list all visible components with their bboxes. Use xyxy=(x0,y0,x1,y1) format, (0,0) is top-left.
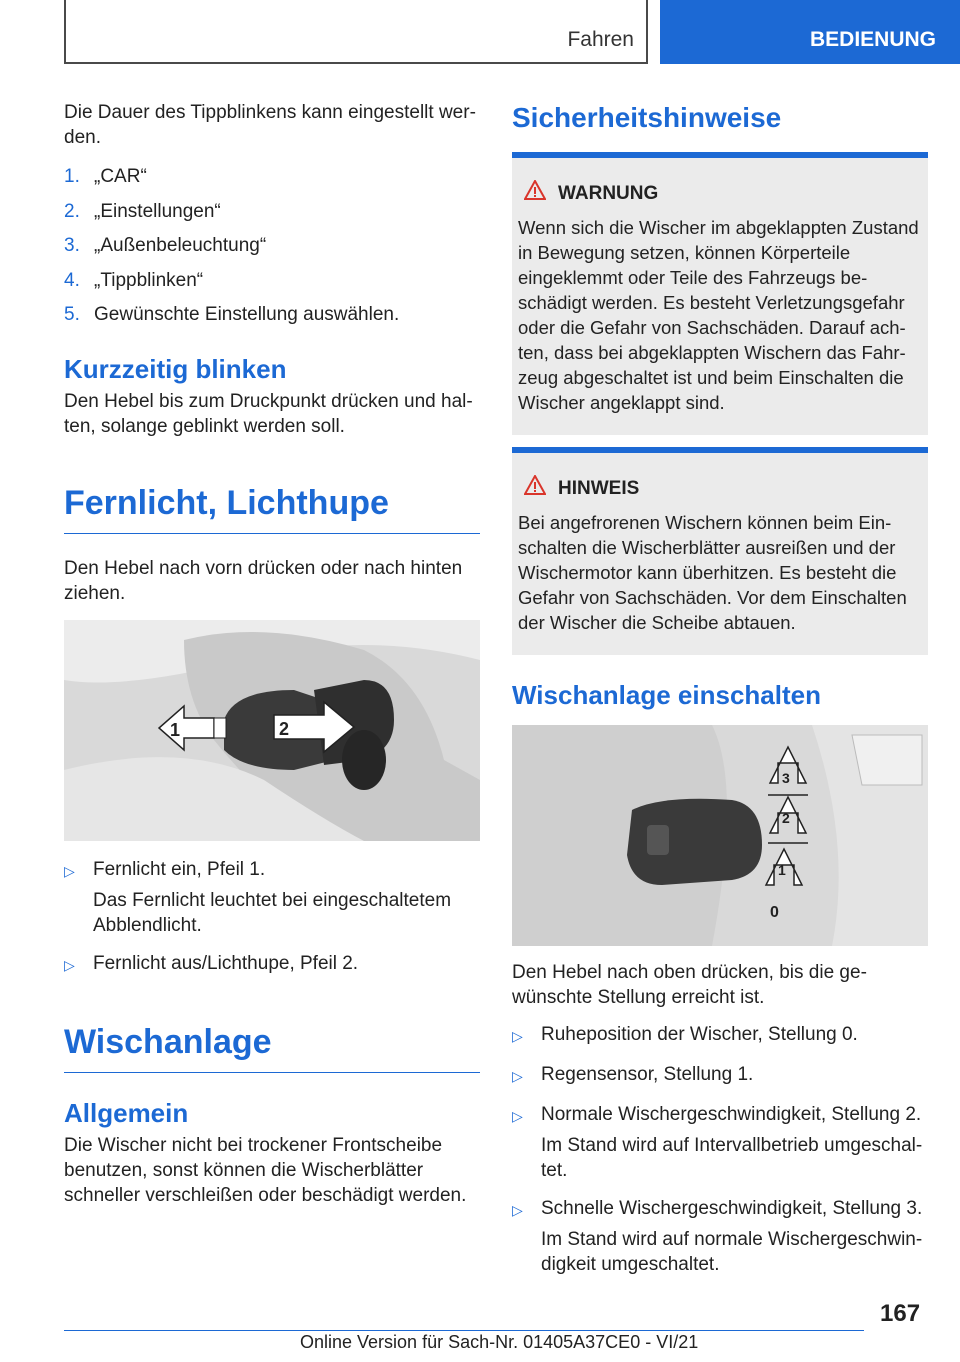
hint-text: Bei angefrorenen Wischern können beim Einschalten die Wischerblätter ausreißen und der Wischermotor kann überhitzen. Es besteht die Gefahr von Sachschäden. Vor dem Einschalten der Wischer die Scheibe abtauen. xyxy=(518,512,907,633)
warning-text: Wenn sich die Wischer im abgeklappten Zustand in Bewegung setzen, können Körperteile eingeklemmt oder Teile des Fahrzeugs beschädigt werden. Es besteht Verletzungsgefahr oder die Gefahr von Sachschäden. Darauf achten, dass bei abgeklappten Wischern das Fahrzeug abgeschaltet ist und beim Einschalten die Wischer angeklappt sind. xyxy=(518,217,919,413)
step-number: 2. xyxy=(64,200,80,222)
wischanlage-heading: Wischanlage xyxy=(64,1022,480,1073)
fernlicht-text: Den Hebel nach vorn drücken oder nach hinten ziehen. xyxy=(64,558,463,604)
einschalten-text: Den Hebel nach oben drücken, bis die gewünschte Stellung erreicht ist. xyxy=(512,962,867,1008)
position-2-label: 2 xyxy=(782,810,790,826)
item-text: Ruheposition der Wischer, Stellung 0. xyxy=(541,1024,858,1045)
header-box xyxy=(64,0,648,64)
triangle-bullet-icon: ▷ xyxy=(64,863,75,879)
intro-text: Die Dauer des Tippblinkens kann eingestellt werden. xyxy=(64,102,476,148)
list-item xyxy=(64,302,480,327)
online-version-text: Online Version für Sach-Nr. 01405A37CE0 - VI/21 xyxy=(300,1332,699,1352)
list-item xyxy=(512,1196,928,1277)
right-column xyxy=(512,100,928,1290)
list-item xyxy=(64,233,480,258)
triangle-bullet-icon: ▷ xyxy=(512,1068,523,1084)
list-item xyxy=(64,164,480,189)
step-number: 3. xyxy=(64,235,80,256)
list-item xyxy=(512,1102,928,1183)
warning-box xyxy=(512,152,928,435)
step-number: 5. xyxy=(64,304,80,325)
triangle-bullet-icon: ▷ xyxy=(64,957,75,973)
step-text: „CAR“ xyxy=(94,166,147,187)
item-text: Fernlicht ein, Pfeil 1. xyxy=(93,859,266,880)
warning-title-text: WARNUNG xyxy=(558,182,659,204)
section-title: Fahren xyxy=(567,28,634,51)
wiper-positions-list xyxy=(512,1022,928,1277)
fernlicht-heading: Fernlicht, Lichthupe xyxy=(64,483,480,534)
list-item xyxy=(512,1062,928,1089)
fernlicht-list xyxy=(64,857,480,978)
warning-triangle-icon xyxy=(518,180,558,207)
kurzzeitig-text: Den Hebel bis zum Druckpunkt drücken und halten, solange geblinkt werden soll. xyxy=(64,391,473,437)
list-item xyxy=(512,1022,928,1049)
list-item xyxy=(64,268,480,293)
step-text: „Tippblinken“ xyxy=(94,269,204,291)
hint-box xyxy=(512,447,928,655)
hint-title xyxy=(518,475,922,502)
safety-heading: Sicherheitshinweise xyxy=(512,102,782,133)
warning-triangle-icon xyxy=(518,475,558,502)
position-1-label: 1 xyxy=(778,862,786,878)
position-0-label: 0 xyxy=(770,904,779,921)
footer-divider xyxy=(64,1330,864,1331)
step-text: „Einstellungen“ xyxy=(94,200,221,222)
item-text: Fernlicht aus/Lichthupe, Pfeil 2. xyxy=(93,953,359,974)
step-text: „Außenbeleuchtung“ xyxy=(94,235,267,256)
item-text: Regensensor, Stellung 1. xyxy=(541,1064,754,1085)
einschalten-heading: Wischanlage einschalten xyxy=(512,680,821,710)
allgemein-heading: Allgemein xyxy=(64,1098,189,1128)
warning-title xyxy=(518,180,922,207)
kurzzeitig-heading: Kurzzeitig blinken xyxy=(64,354,287,384)
wiper-lever-image xyxy=(512,725,928,946)
step-text: Gewünschte Einstellung auswählen. xyxy=(94,304,400,325)
step-number: 4. xyxy=(64,269,80,291)
fernlicht-illustration xyxy=(64,620,480,841)
arrow-2-label: 2 xyxy=(279,719,290,739)
item-text: Normale Wischergeschwindigkeit, Stellung 2. xyxy=(541,1104,922,1125)
list-item xyxy=(64,199,480,224)
page-number: 167 xyxy=(880,1300,921,1327)
triangle-bullet-icon: ▷ xyxy=(512,1108,523,1124)
step-number: 1. xyxy=(64,166,80,187)
list-item xyxy=(64,951,480,978)
item-subtext: Das Fernlicht leuchtet bei eingeschaltetem Abblendlicht. xyxy=(93,890,452,936)
triangle-bullet-icon: ▷ xyxy=(512,1028,523,1044)
arrow-1-label: 1 xyxy=(170,720,181,740)
triangle-bullet-icon: ▷ xyxy=(512,1202,523,1218)
lever-image xyxy=(64,620,480,841)
position-3-label: 3 xyxy=(782,770,790,786)
list-item xyxy=(64,857,480,938)
allgemein-text: Die Wischer nicht bei trockener Frontscheibe benutzen, sonst können die Wischerblätter schneller verschleißen oder beschädigt werden. xyxy=(64,1135,467,1206)
item-subtext: Im Stand wird auf normale Wischergeschwindigkeit umgeschaltet. xyxy=(541,1229,923,1275)
hint-title-text: HINWEIS xyxy=(558,477,640,499)
left-column xyxy=(64,100,480,1208)
wiper-illustration xyxy=(512,725,928,946)
chapter-tab[interactable]: BEDIENUNG xyxy=(660,0,960,64)
item-text: Schnelle Wischergeschwindigkeit, Stellung 3. xyxy=(541,1198,923,1219)
item-subtext: Im Stand wird auf Intervallbetrieb umgeschaltet. xyxy=(541,1135,923,1181)
steps-list xyxy=(64,164,480,327)
